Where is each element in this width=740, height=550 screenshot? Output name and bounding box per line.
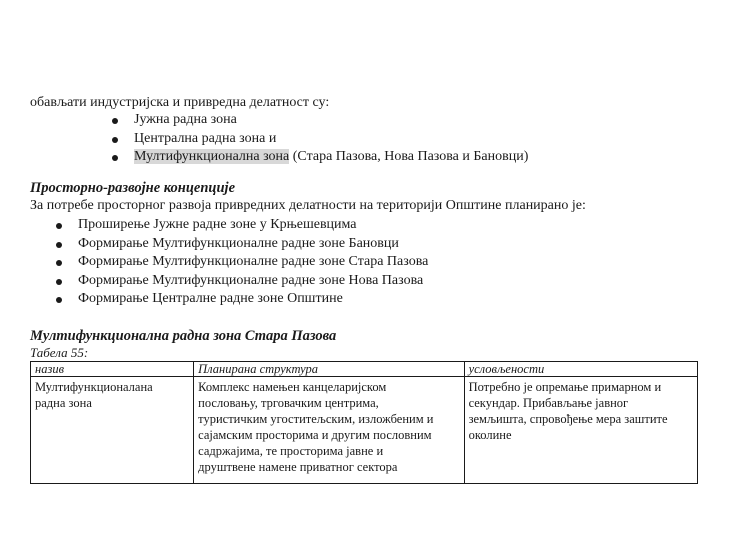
cell-line: Потребно је опремање примарном и — [468, 380, 662, 394]
list-item — [112, 111, 528, 130]
list-item: Проширење Јужне радне зоне у Крњешевцима — [56, 216, 428, 235]
list-item: Формирање Мултифункционалне радне зоне Нова Пазова — [56, 272, 428, 291]
list-item-text: Јужна радна зона — [134, 112, 237, 127]
table-header-cell: Планирана структура — [194, 362, 464, 377]
cell-line: секундар. Прибављање јавног — [468, 396, 629, 410]
table-cell-conditions — [464, 377, 697, 484]
section-heading: Просторно-развојне концепције — [30, 180, 236, 196]
cell-line: друштвене намене приватног сектора — [198, 460, 398, 474]
table-cell-name — [31, 377, 194, 484]
table-cell-structure — [194, 377, 464, 484]
zone-table — [30, 361, 698, 484]
highlighted-text: Мултифункционална зона — [134, 149, 290, 164]
cell-line: туристичким угоститељским, изложбеним и — [198, 412, 434, 426]
section-paragraph: За потребе просторног развоја привредних делатности на територији Општине планирано је: — [30, 198, 586, 213]
zones-list — [112, 111, 528, 167]
cell-line: пословању, трговачким центрима, — [198, 396, 379, 410]
table-header-row — [31, 362, 698, 377]
table-header-cell: назив — [31, 362, 194, 377]
list-item — [112, 130, 528, 149]
section-heading: Мултифункционална радна зона Стара Пазова — [30, 328, 337, 344]
table-row — [31, 377, 698, 484]
list-item: Формирање Мултифункционалне радне зоне Стара Пазова — [56, 253, 428, 272]
cell-line: садржајима, те просторима јавне и — [198, 444, 384, 458]
cell-line: сајамским просторима и другим пословним — [198, 428, 432, 442]
cell-line: радна зона — [35, 396, 92, 410]
cell-line: околине — [468, 428, 512, 442]
cell-line: Комплекс намењен канцеларијском — [198, 380, 387, 394]
list-item-text: (Стара Пазова, Нова Пазова и Бановци) — [289, 149, 529, 164]
list-item: Формирање Мултифункционалне радне зоне Бановци — [56, 235, 428, 254]
intro-line: обављати индустријска и привредна делатност су: — [30, 95, 330, 110]
cell-line: Мултифункционалана — [35, 380, 153, 394]
table-header-cell: условљености — [464, 362, 697, 377]
table-caption: Табела 55: — [30, 345, 89, 360]
list-item-text: Централна радна зона и — [134, 130, 277, 146]
list-item: Формирање Централне радне зоне Општине — [56, 290, 428, 309]
list-item — [112, 148, 528, 167]
concepts-list — [56, 216, 428, 309]
cell-line: земљишта, спровођење мера заштите — [468, 412, 668, 426]
